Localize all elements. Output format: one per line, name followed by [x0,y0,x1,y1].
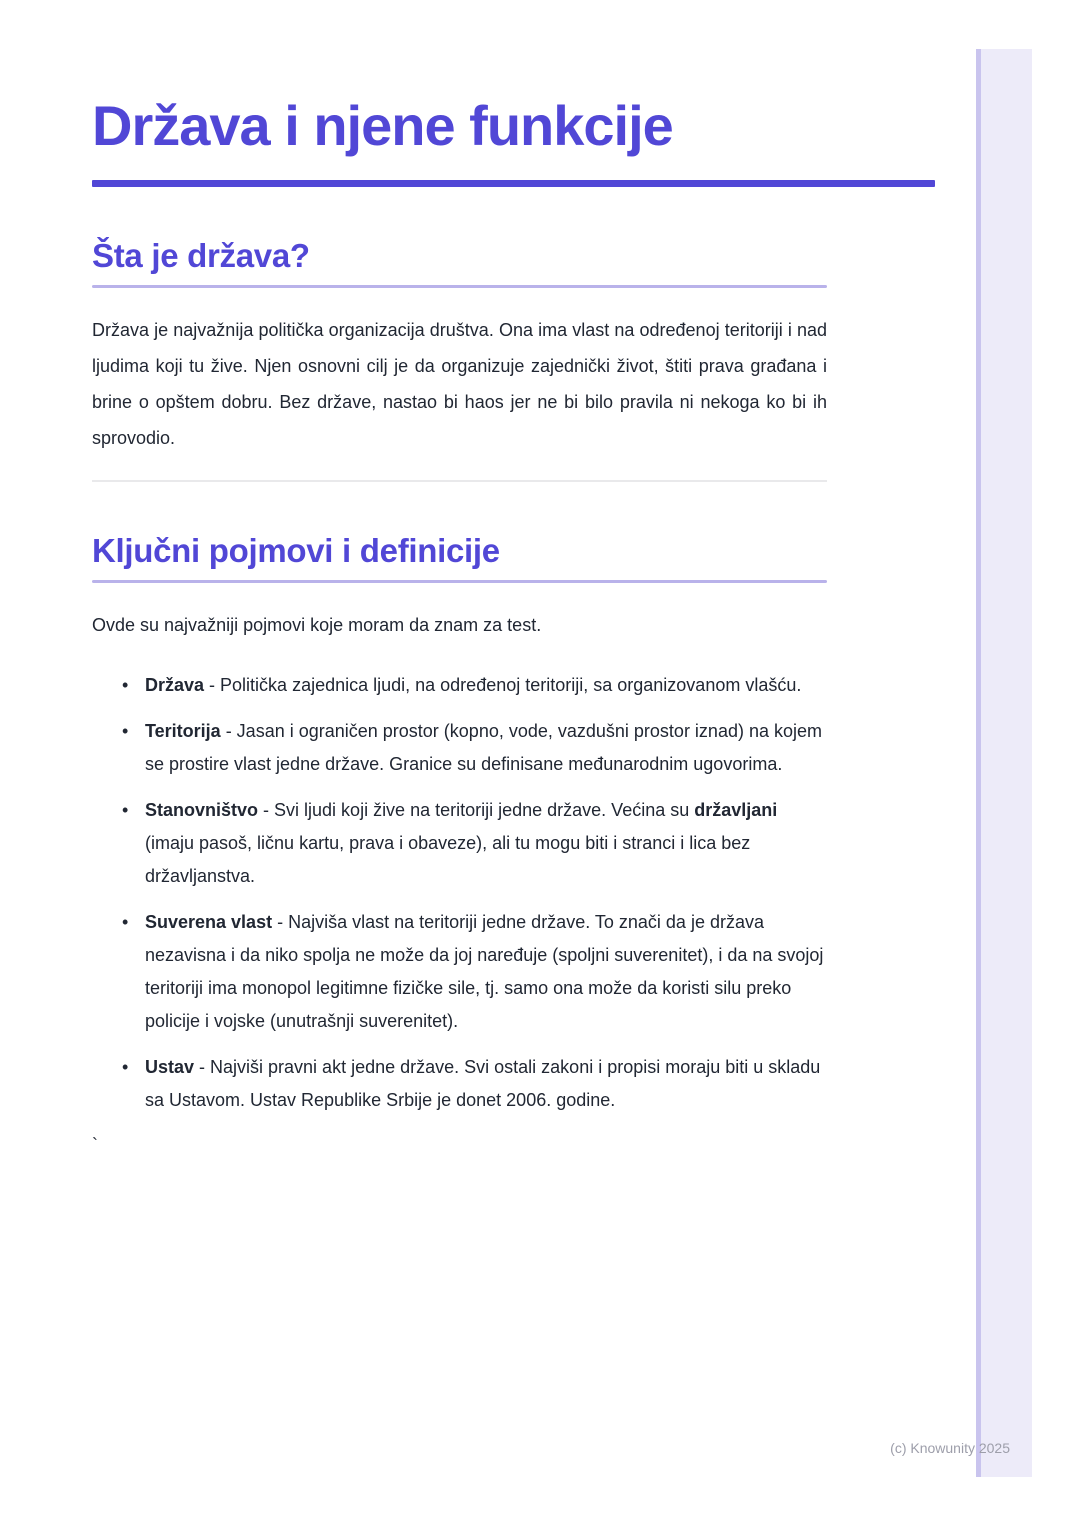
term-text: Suverena vlast - Najviša vlast na teritoriji jedne države. To znači da je država nezavisna i da niko spolja ne može da joj naređuje (spoljni suverenitet), i da na svojoj teritoriji ima monopol legitimne fizičke sile, tj. samo ona može da koristi silu preko policije i vojske (unutrašnji suverenitet). [145,912,824,1031]
term-list-item [92,715,827,781]
bullet-marker: • [122,675,129,695]
term-list-item [92,669,827,702]
term-list-item [92,906,827,1038]
heading-rule [92,580,827,583]
footer-credit: (c) Knowunity 2025 [890,1440,1010,1456]
key-terms-list [92,669,827,1117]
stray-backtick: ` [92,1135,98,1155]
bullet-marker: • [122,912,129,932]
page-edge-strip [976,49,1032,1477]
paragraph-key-terms-intro: Ovde su najvažniji pojmovi koje moram da znam za test. [92,615,542,635]
term-text: Ustav - Najviši pravni akt jedne države. Svi ostali zakoni i propisi moraju biti u skladu sa Ustavom. Ustav Republike Srbije je donet 2006. godine. [145,1057,821,1110]
heading-rule [92,285,827,288]
term-list-item [92,794,827,893]
section-heading-key-terms: Ključni pojmovi i definicije [92,532,500,569]
page-title: Država i njene funkcije [92,94,673,157]
bullet-marker: • [122,1057,129,1077]
section-heading-what-is-state: Šta je država? [92,237,310,274]
section-divider [92,480,827,482]
term-text: Teritorija - Jasan i ograničen prostor (kopno, vode, vazdušni prostor iznad) na kojem se prostire vlast jedne države. Granice su definisane međunarodnim ugovorima. [145,721,822,774]
bullet-marker: • [122,721,129,741]
term-text: Država - Politička zajednica ljudi, na određenoj teritoriji, sa organizovanom vlašću. [145,675,802,695]
document-content [92,94,935,1160]
bullet-marker: • [122,800,129,820]
term-text: Stanovništvo - Svi ljudi koji žive na teritoriji jedne države. Većina su državljani (imaju pasoš, ličnu kartu, prava i obaveze), ali tu mogu biti i stranci i lica bez državljanstva. [145,800,778,886]
title-rule [92,180,935,187]
term-list-item [92,1051,827,1117]
paragraph-what-is-state: Država je najvažnija politička organizacija društva. Ona ima vlast na određenoj teritoriji i nad ljudima koji tu žive. Njen osnovni cilj je da organizuje zajednički život, štiti prava građana i brine o opštem dobru. Bez države, nastao bi haos jer ne bi bilo pravila ni nekoga ko bi ih sprovodio. [92,320,827,448]
